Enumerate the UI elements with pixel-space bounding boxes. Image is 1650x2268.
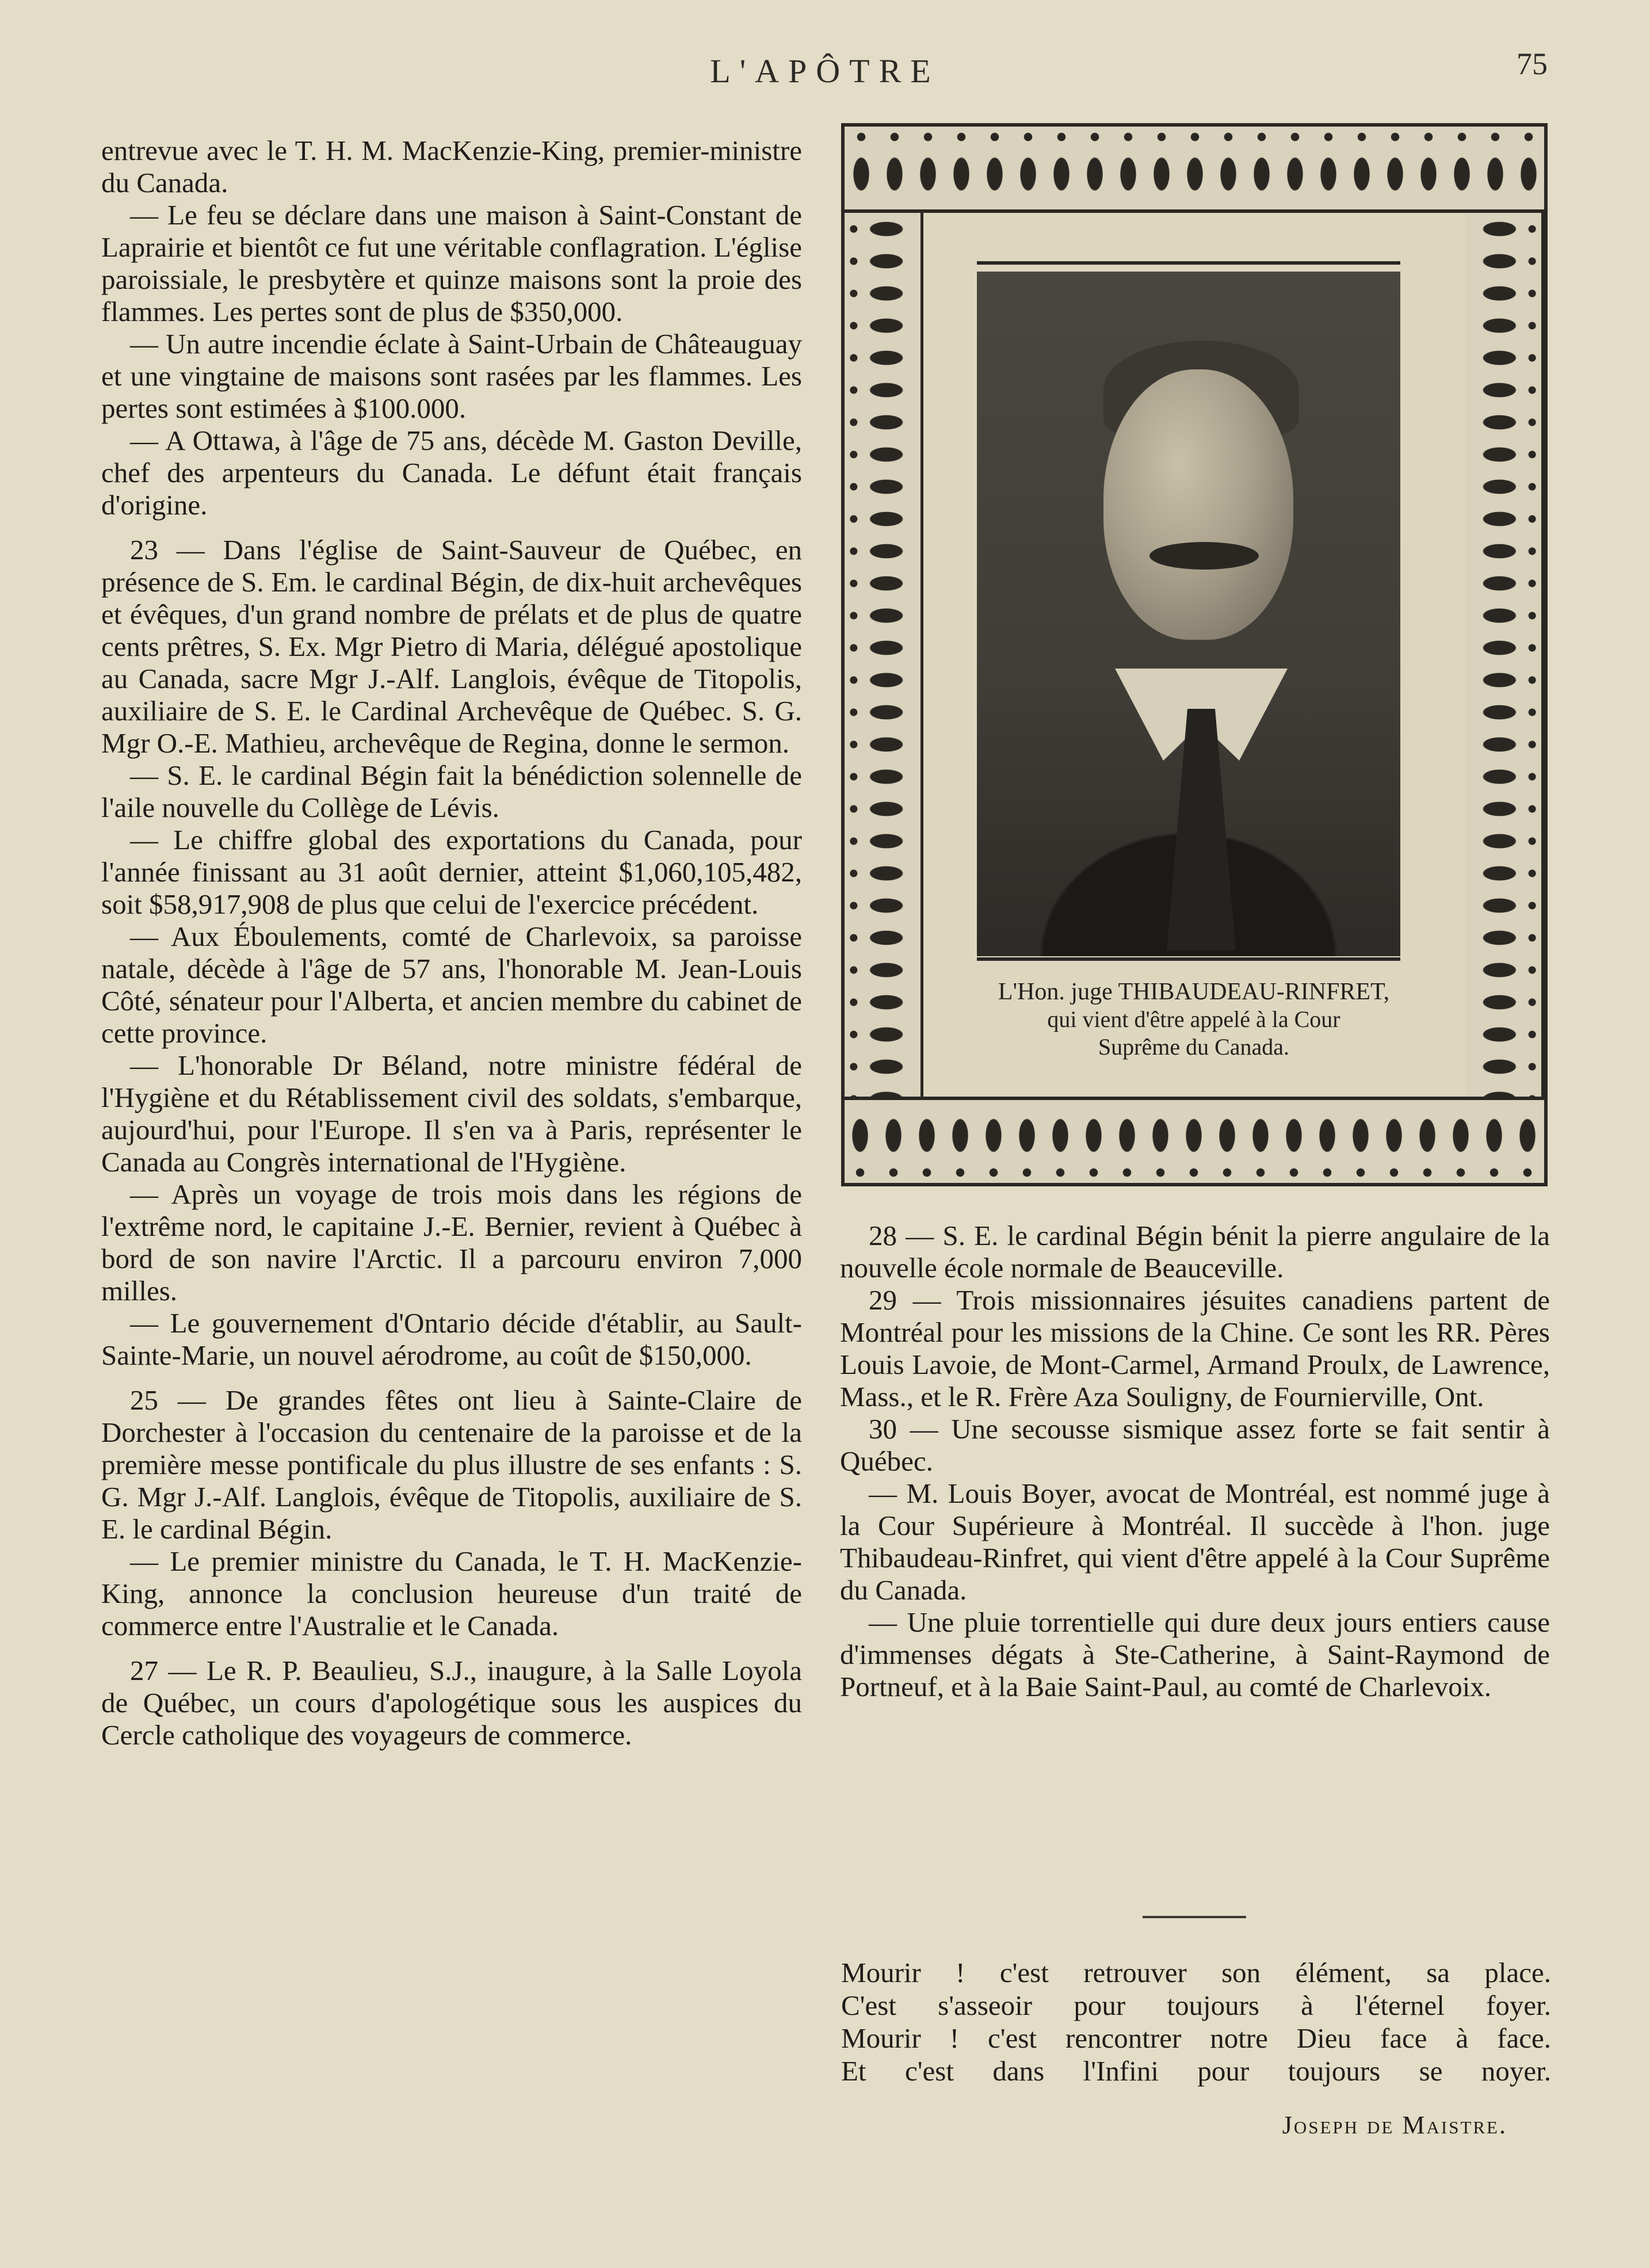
paragraph: 25 — De grandes fêtes ont lieu à Sainte-Claire de Dorchester à l'occasion du centenaire de la paroisse et de la première messe pontificale du plus illustre de ses enfants : S. G. Mgr J.-Alf. Langlois, évêque de Titopolis, auxiliaire de S. E. le cardinal Bégin.: [101, 1384, 802, 1545]
paragraph: — Après un voyage de trois mois dans les régions de l'extrême nord, le capitaine J.-E. Bernier, revient à Québec à bord de son navire l'Arctic. Il a parcouru environ 7,000 milles.: [101, 1178, 802, 1307]
caption-line: Suprême du Canada.: [1098, 1034, 1290, 1060]
paragraph: — Le feu se déclare dans une maison à Saint-Constant de Laprairie et bientôt ce fut une véritable conflagration. L'église paroissiale, le presbytère et quinze maisons sont la proie des flammes. Les pertes sont de plus de $350,000.: [101, 199, 802, 327]
paragraph: — Le gouvernement d'Ontario décide d'établir, au Sault-Sainte-Marie, un nouvel aérodrome, au coût de $150,000.: [101, 1307, 802, 1371]
paragraph: — Le premier ministre du Canada, le T. H. MacKenzie-King, annonce la conclusion heureuse d'un traité de commerce entre l'Australie et le Canada.: [101, 1545, 802, 1641]
section-divider: [1143, 1916, 1246, 1918]
poem-line: C'est s'asseoir pour toujours à l'éternel foyer.: [841, 1990, 1551, 2021]
ornament-border-bottom: [845, 1097, 1544, 1183]
poem: [841, 1956, 1551, 2087]
paragraph: — S. E. le cardinal Bégin fait la bénédiction solennelle de l'aile nouvelle du Collège de Lévis.: [101, 759, 802, 823]
portrait-rule-bottom: [977, 957, 1400, 961]
right-column: [840, 1220, 1550, 1703]
photo-caption: [921, 978, 1467, 1061]
paragraph: 30 — Une secousse sismique assez forte se fait sentir à Québec.: [840, 1413, 1550, 1477]
paragraph: — Aux Éboulements, comté de Charlevoix, sa paroisse natale, décède à l'âge de 57 ans, l'honorable M. Jean-Louis Côté, sénateur pour l'Alberta, et ancien membre du cabinet de cette province.: [101, 921, 802, 1049]
paragraph: — L'honorable Dr Béland, notre ministre fédéral de l'Hygiène et du Rétablissement civil des soldats, s'embarque, aujourd'hui, pour l'Europe. Il s'en va à Paris, représenter le Canada au Congrès international de l'Hygiène.: [101, 1049, 802, 1178]
caption-line: L'Hon. juge THIBAUDEAU-RINFRET,: [998, 979, 1390, 1005]
paragraph: — Un autre incendie éclate à Saint-Urbain de Châteauguay et une vingtaine de maisons sont rasées par les flammes. Les pertes sont estimées à $100.000.: [101, 328, 802, 424]
poem-line: Mourir ! c'est rencontrer notre Dieu face à face.: [841, 2022, 1551, 2054]
paragraph: entrevue avec le T. H. M. MacKenzie-King, premier-ministre du Canada.: [101, 135, 802, 198]
left-column: [101, 135, 802, 1751]
paragraph: — Le chiffre global des exportations du Canada, pour l'année finissant au 31 août dernier, atteint $1,060,105,482, soit $58,917,908 de plus que celui de l'exercice précédent.: [101, 824, 802, 920]
ornament-border-top: [845, 127, 1544, 213]
page-number: 75: [1517, 47, 1548, 81]
portrait-moustache: [1149, 542, 1259, 570]
portrait-photo: [977, 272, 1400, 956]
running-title: L'APÔTRE: [710, 52, 940, 90]
paragraph: 27 — Le R. P. Beaulieu, S.J., inaugure, à la Salle Loyola de Québec, un cours d'apologétique sous les auspices du Cercle catholique des voyageurs de commerce.: [101, 1655, 802, 1751]
portrait-rule-top: [977, 261, 1400, 265]
ornament-border-left: [845, 213, 923, 1097]
paragraph: 28 — S. E. le cardinal Bégin bénit la pierre angulaire de la nouvelle école normale de Beauceville.: [840, 1220, 1550, 1284]
paragraph: — M. Louis Boyer, avocat de Montréal, est nommé juge à la Cour Supérieure à Montréal. Il succède à l'hon. juge Thibaudeau-Rinfret, qui vient d'être appelé à la Cour Suprême du Canada.: [840, 1477, 1550, 1606]
poem-line: Et c'est dans l'Infini pour toujours se noyer.: [841, 2055, 1551, 2087]
paragraph: — Une pluie torrentielle qui dure deux jours entiers cause d'immenses dégats à Ste-Catherine, à Saint-Raymond de Portneuf, et à la Baie Saint-Paul, au comté de Charlevoix.: [840, 1606, 1550, 1702]
paragraph: 23 — Dans l'église de Saint-Sauveur de Québec, en présence de S. Em. le cardinal Bégin, de dix-huit archevêques et évêques, d'un grand nombre de prélats et de plus de quatre cents prêtres, S. Ex. Mgr Pietro di Maria, délégué apostolique au Canada, sacre Mgr J.-Alf. Langlois, évêque de Titopolis, auxiliaire de S. E. le Cardinal Archevêque de Québec. S. G. Mgr O.-E. Mathieu, archevêque de Regina, donne le sermon.: [101, 534, 802, 759]
ornament-border-right: [1465, 213, 1544, 1097]
poem-line: Mourir ! c'est retrouver son élément, sa place.: [841, 1957, 1551, 1988]
paragraph: 29 — Trois missionnaires jésuites canadiens partent de Montréal pour les missions de la Chine. Ce sont les RR. Pères Louis Lavoie, de Mont-Carmel, Armand Proulx, de Lawrence, Mass., et le R. Frère Aza Souligny, de Fournierville, Ont.: [840, 1284, 1550, 1412]
portrait-face: [1103, 369, 1293, 640]
poem-author: Joseph de Maistre.: [1282, 2111, 1507, 2139]
caption-line: qui vient d'être appelé à la Cour: [1047, 1006, 1340, 1032]
paragraph: — A Ottawa, à l'âge de 75 ans, décède M. Gaston Deville, chef des arpenteurs du Canada. Le défunt était français d'origine.: [101, 425, 802, 521]
